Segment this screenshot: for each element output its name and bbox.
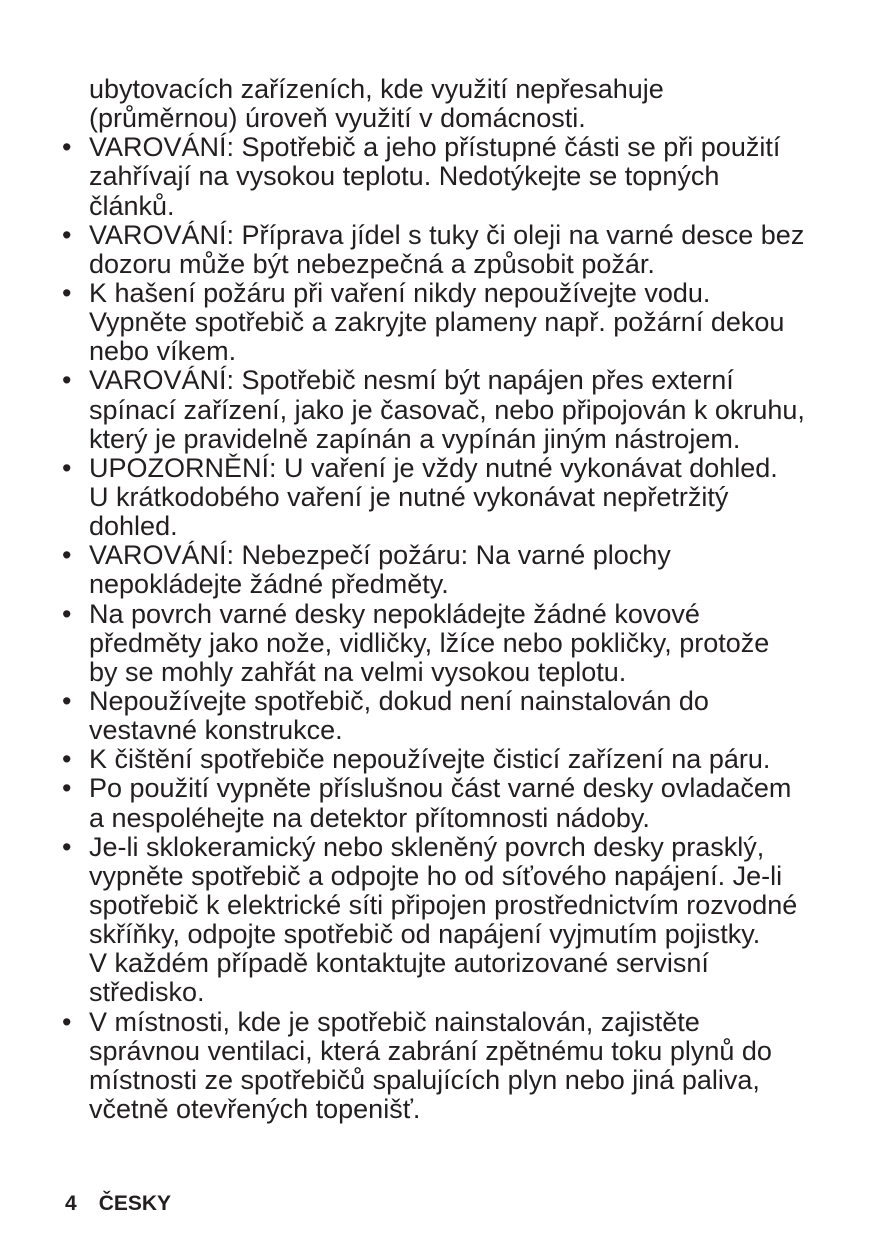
bullet-item: [0, 279, 874, 366]
text-line: který je pravidelně zapínán a vypínán jiným nástrojem.: [89, 423, 741, 454]
bullet-marker: •: [62, 277, 72, 308]
bullet-item: [0, 687, 874, 745]
bullet-item: [0, 600, 874, 687]
page-number: 4: [65, 1192, 77, 1215]
safety-instructions: [0, 75, 874, 1124]
bullet-item: [0, 366, 874, 453]
bullet-marker: •: [62, 132, 72, 163]
text-line: včetně otevřených topenišť.: [89, 1093, 421, 1124]
text-line: nebo víkem.: [89, 336, 237, 367]
text-line: spínací zařízení, jako je časovač, nebo připojován k okruhu,: [89, 394, 805, 425]
text-line: Na povrch varné desky nepokládejte žádné kovové: [89, 598, 700, 629]
text-line: UPOZORNĚNÍ: U vaření je vždy nutné vykonávat dohled.: [89, 452, 778, 483]
text-line: Je-li sklokeramický nebo skleněný povrch desky prasklý,: [89, 831, 765, 862]
text-line: K čištění spotřebiče nepoužívejte čisticí zařízení na páru.: [89, 744, 771, 775]
text-line: správnou ventilaci, která zabrání zpětnému toku plynů do: [89, 1035, 772, 1066]
text-line: místnosti ze spotřebičů spalujících plyn nebo jiná paliva,: [89, 1064, 760, 1095]
bullet-item: [0, 745, 874, 774]
text-line: V místnosti, kde je spotřebič nainstalován, zajistěte: [89, 1006, 700, 1037]
text-line: předměty jako nože, vidličky, lžíce nebo pokličky, protože: [89, 627, 770, 658]
bullet-marker: •: [62, 744, 72, 775]
text-line: vestavné konstrukce.: [89, 715, 343, 746]
bullet-item: [0, 454, 874, 541]
text-line: nepokládejte žádné předměty.: [89, 569, 449, 600]
text-line: Vypněte spotřebič a zakryjte plameny např. požární dekou: [89, 307, 785, 338]
bullet-marker: •: [62, 1006, 72, 1037]
bullet-item: [0, 833, 874, 1008]
bullet-marker: •: [62, 831, 72, 862]
text-line: VAROVÁNÍ: Spotřebič a jeho přístupné části se při použití: [89, 132, 781, 163]
bullet-marker: •: [62, 773, 72, 804]
text-line: by se mohly zahřát na velmi vysokou teplotu.: [89, 656, 627, 687]
text-line: VAROVÁNÍ: Spotřebič nesmí být napájen přes externí: [89, 365, 734, 396]
bullet-item: [0, 133, 874, 220]
bullet-marker: •: [62, 598, 72, 629]
bullet-marker: •: [62, 365, 72, 396]
text-line: dozoru může být nebezpečná a způsobit požár.: [89, 248, 655, 279]
text-line: VAROVÁNÍ: Příprava jídel s tuky či oleji na varné desce bez: [89, 219, 805, 250]
bullet-marker: •: [62, 452, 72, 483]
page-footer: [65, 1192, 171, 1216]
text-line: (průměrnou) úroveň využití v domácnosti.: [89, 103, 586, 134]
text-line: a nespoléhejte na detektor přítomnosti nádoby.: [89, 802, 650, 833]
text-line: článků.: [89, 190, 175, 221]
text-line: skříňky, odpojte spotřebič od napájení vyjmutím pojistky.: [89, 919, 761, 950]
bullet-item: [0, 541, 874, 599]
language-label: ČESKY: [98, 1192, 172, 1215]
text-line: dohled.: [89, 511, 178, 542]
text-line: K hašení požáru při vaření nikdy nepoužívejte vodu.: [89, 277, 711, 308]
continuation-paragraph: [0, 75, 874, 133]
bullet-marker: •: [62, 685, 72, 716]
bullet-marker: •: [62, 540, 72, 571]
text-line: vypněte spotřebič a odpojte ho od síťového napájení. Je-li: [89, 860, 783, 891]
text-line: Nepoužívejte spotřebič, dokud není nainstalován do: [89, 685, 709, 716]
bullet-item: [0, 774, 874, 832]
bullet-marker: •: [62, 219, 72, 250]
text-line: spotřebič k elektrické síti připojen prostřednictvím rozvodné: [89, 889, 798, 920]
text-line: U krátkodobého vaření je nutné vykonávat nepřetržitý: [89, 481, 729, 512]
text-line: zahřívají na vysokou teplotu. Nedotýkejte se topných: [89, 161, 720, 192]
text-line: středisko.: [89, 977, 205, 1008]
text-line: Po použití vypněte příslušnou část varné desky ovladačem: [89, 773, 792, 804]
bullet-item: [0, 221, 874, 279]
bullet-item: [0, 1008, 874, 1125]
text-line: VAROVÁNÍ: Nebezpečí požáru: Na varné plochy: [89, 540, 671, 571]
text-line: ubytovacích zařízeních, kde využití nepřesahuje: [89, 74, 664, 104]
text-line: V každém případě kontaktujte autorizované servisní: [89, 948, 709, 979]
